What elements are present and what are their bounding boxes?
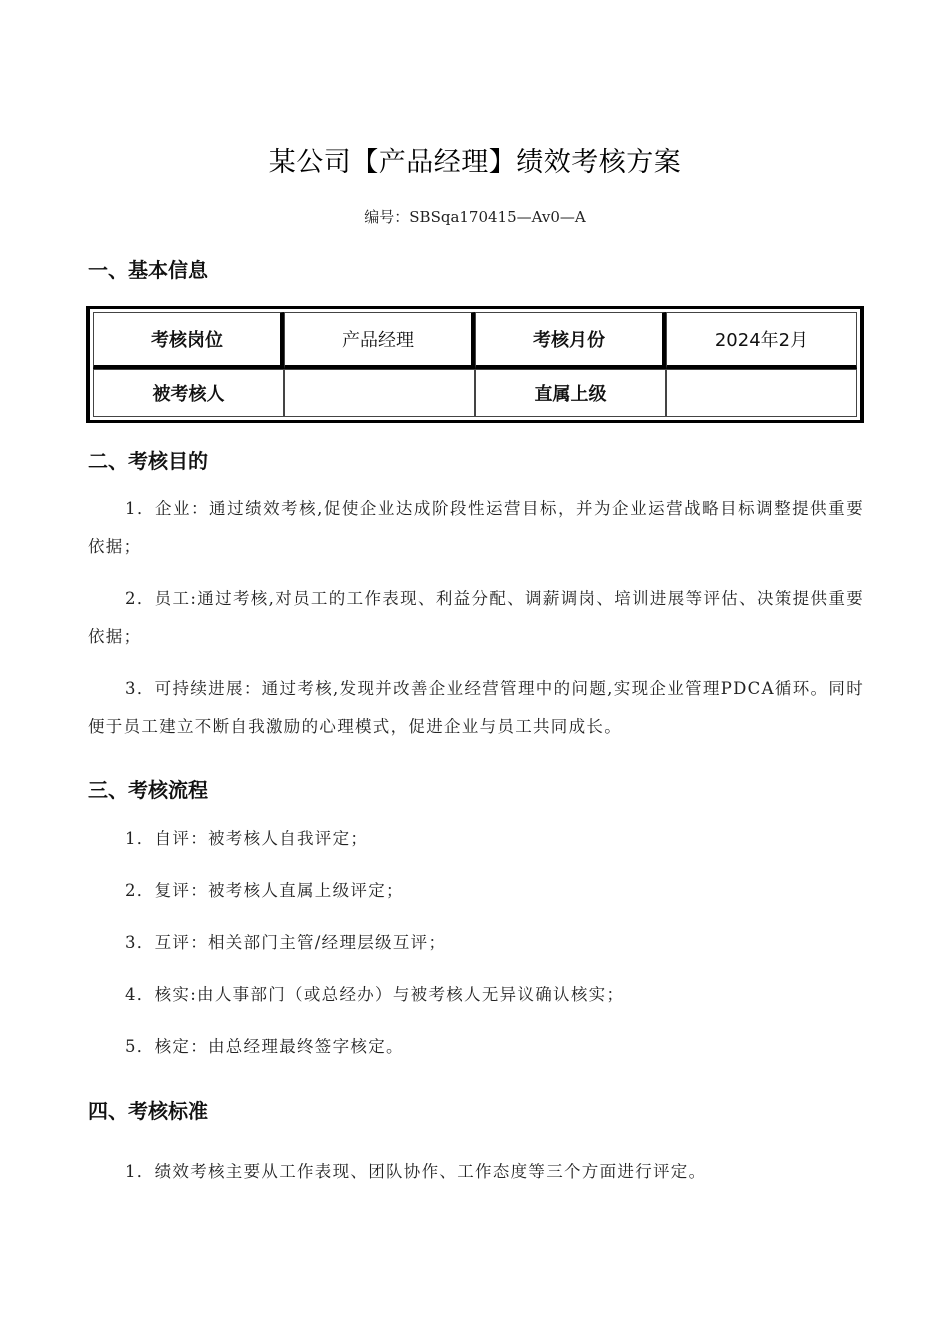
assessee-value [284, 369, 475, 417]
section-heading-standard: 四、考核标准 [88, 1099, 208, 1123]
position-value: 产品经理 [284, 312, 475, 369]
process-item-5: 5．核定：由总经理最终签字核定。 [125, 1037, 404, 1056]
purpose-paragraph-2: 2．员工:通过考核,对员工的工作表现、利益分配、调薪调岗、培训进展等评估、决策提供重要依据； [88, 589, 864, 646]
purpose-paragraph-1: 1．企业：通过绩效考核,促使企业达成阶段性运营目标，并为企业运营战略目标调整提供重要依据； [88, 499, 864, 556]
process-item-4: 4．核实:由人事部门（或总经办）与被考核人无异议确认核实； [125, 985, 625, 1004]
superior-label: 直属上级 [475, 369, 666, 417]
table-row [93, 369, 857, 417]
document-title: 某公司【产品经理】绩效考核方案 [268, 147, 682, 178]
section-heading-process: 三、考核流程 [88, 778, 208, 802]
process-item-1: 1．自评：被考核人自我评定； [125, 829, 369, 848]
month-value: 2024年2月 [666, 312, 857, 369]
month-label: 考核月份 [475, 312, 666, 369]
position-label: 考核岗位 [93, 312, 284, 369]
document-number: 编号：SBSqa170415—Av0—A [364, 208, 586, 226]
basic-info-table [86, 306, 864, 423]
standard-item-1: 1．绩效考核主要从工作表现、团队协作、工作态度等三个方面进行评定。 [125, 1162, 707, 1181]
table-row [93, 312, 857, 369]
assessee-label: 被考核人 [93, 369, 284, 417]
superior-value [666, 369, 857, 417]
purpose-paragraph-3: 3．可持续进展：通过考核,发现并改善企业经营管理中的问题,实现企业管理PDCA循环。同时便于员工建立不断自我激励的心理模式，促进企业与员工共同成长。 [88, 679, 864, 736]
section-heading-basic-info: 一、基本信息 [88, 258, 208, 282]
process-item-3: 3．互评：相关部门主管/经理层级互评； [125, 933, 447, 952]
section-heading-purpose: 二、考核目的 [88, 449, 208, 473]
process-item-2: 2．复评：被考核人直属上级评定； [125, 881, 404, 900]
